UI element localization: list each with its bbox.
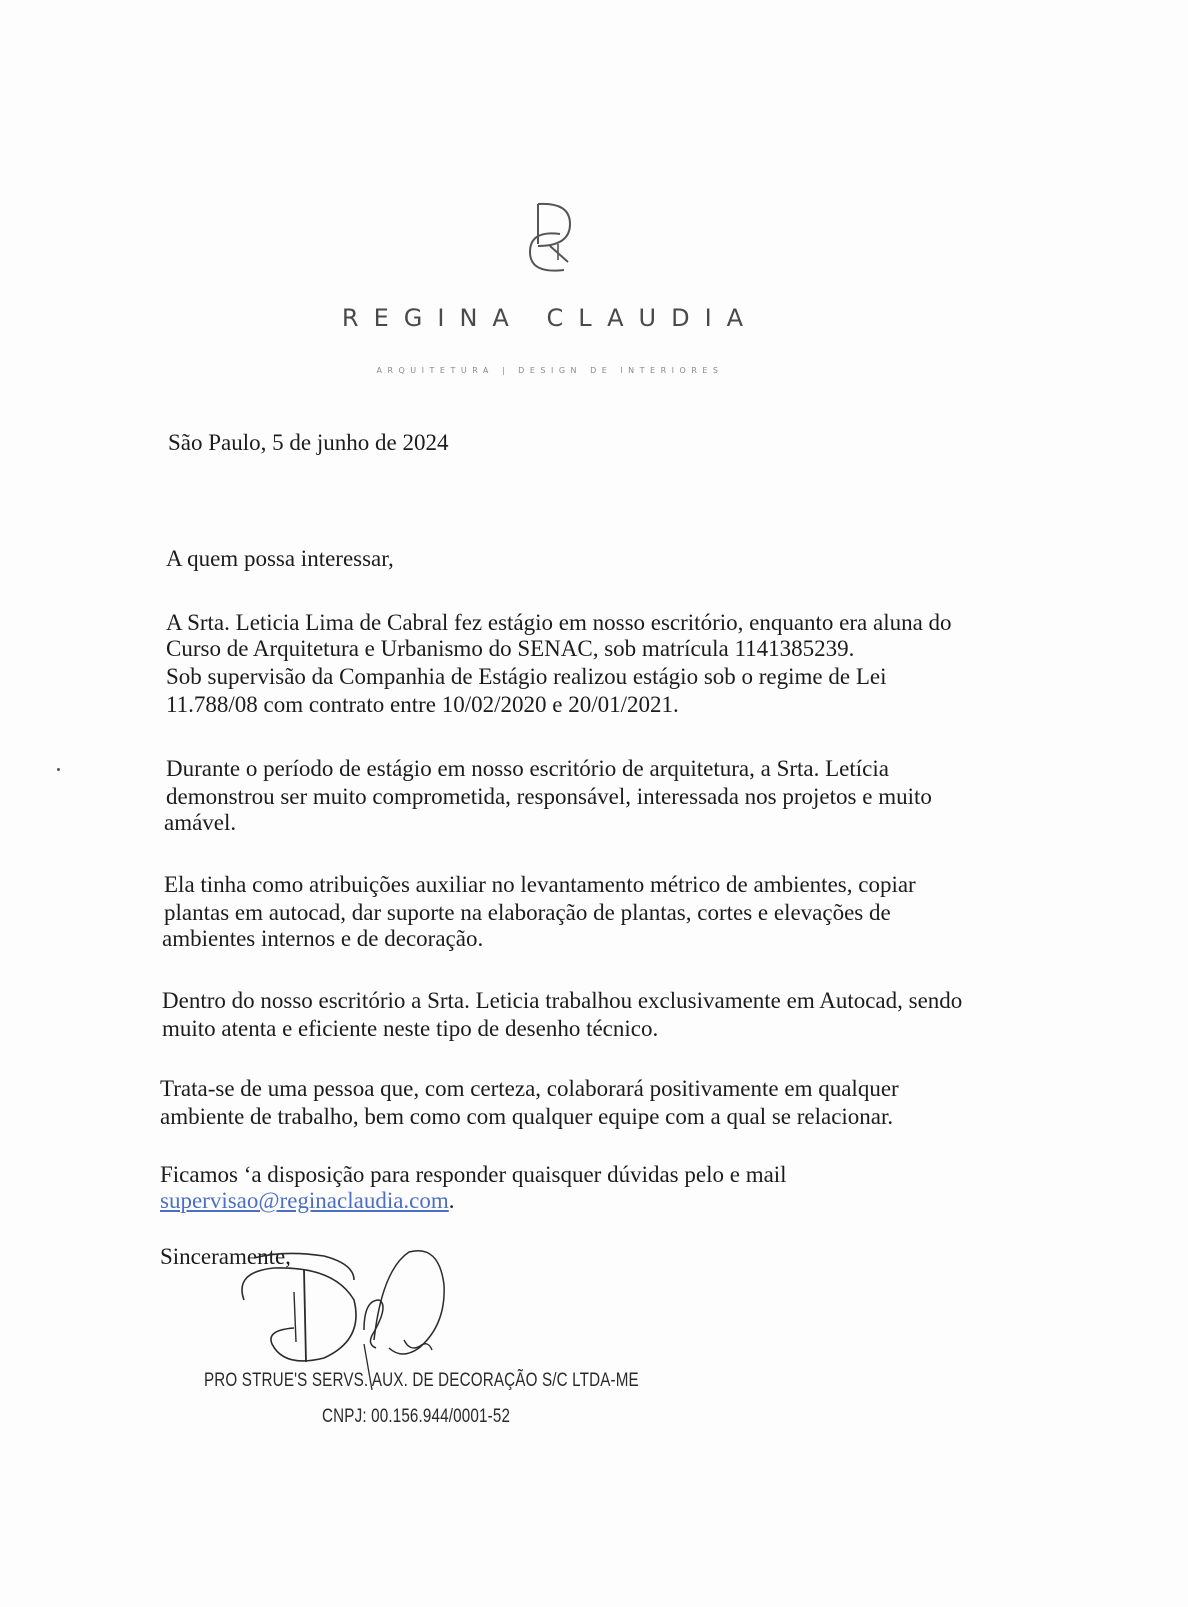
paragraph-6-line-1: Ficamos ‘a disposição para responder quaisquer dúvidas pelo e mail xyxy=(160,1162,787,1187)
email-link[interactable]: supervisao@reginaclaudia.com xyxy=(160,1188,449,1213)
paragraph-4-line-2: muito atenta e eficiente neste tipo de desenho técnico. xyxy=(162,1016,659,1041)
paragraph-1-line-3: Sob supervisão da Companhia de Estágio realizou estágio sob o regime de Lei xyxy=(166,664,887,689)
paragraph-2-line-2: demonstrou ser muito comprometida, responsável, interessada nos projetos e muito xyxy=(166,784,932,809)
paragraph-3-line-1: Ela tinha como atribuições auxiliar no levantamento métrico de ambientes, copiar xyxy=(164,872,916,897)
email-trailing-period: . xyxy=(448,1188,455,1213)
rc-monogram-icon xyxy=(520,194,590,280)
stamp-company: PRO STRUE'S SERVS. AUX. DE DECORAÇÃO S/C LTDA-ME xyxy=(204,1370,639,1391)
paragraph-1-line-4: 11.788/08 com contrato entre 10/02/2020 e 20/01/2021. xyxy=(166,692,679,717)
closing: Sinceramente, xyxy=(160,1244,291,1269)
paragraph-4-line-1: Dentro do nosso escritório a Srta. Leticia trabalhou exclusivamente em Autocad, sendo xyxy=(162,988,963,1013)
paragraph-3-line-3: ambientes internos e de decoração. xyxy=(162,926,484,951)
paragraph-5-line-2: ambiente de trabalho, bem como com qualquer equipe com a qual se relacionar. xyxy=(160,1104,894,1129)
handwritten-signature xyxy=(214,1240,464,1390)
paragraph-5-line-1: Trata-se de uma pessoa que, com certeza, colaborará positivamente em qualquer xyxy=(160,1076,899,1101)
place-date: São Paulo, 5 de junho de 2024 xyxy=(168,430,449,455)
paragraph-2-line-3: amável. xyxy=(164,810,237,835)
paragraph-2-line-1: Durante o período de estágio em nosso escritório de arquitetura, a Srta. Letícia xyxy=(166,756,889,781)
paragraph-1-line-2: Curso de Arquitetura e Urbanismo do SENAC, sob matrícula 1141385239. xyxy=(166,636,855,661)
brand-tagline: ARQUITETURA | DESIGN DE INTERIORES xyxy=(376,366,724,375)
greeting: A quem possa interessar, xyxy=(166,546,394,571)
stamp-cnpj: CNPJ: 00.156.944/0001-52 xyxy=(322,1406,511,1427)
paragraph-6-line-2 xyxy=(160,1188,455,1214)
paragraph-1-line-1: A Srta. Leticia Lima de Cabral fez estágio em nosso escritório, enquanto era aluna do xyxy=(166,610,952,635)
paragraph-3-line-2: plantas em autocad, dar suporte na elaboração de plantas, cortes e elevações de xyxy=(164,900,891,925)
scan-speck xyxy=(57,768,60,771)
brand-name: REGINA CLAUDIA xyxy=(341,304,759,332)
